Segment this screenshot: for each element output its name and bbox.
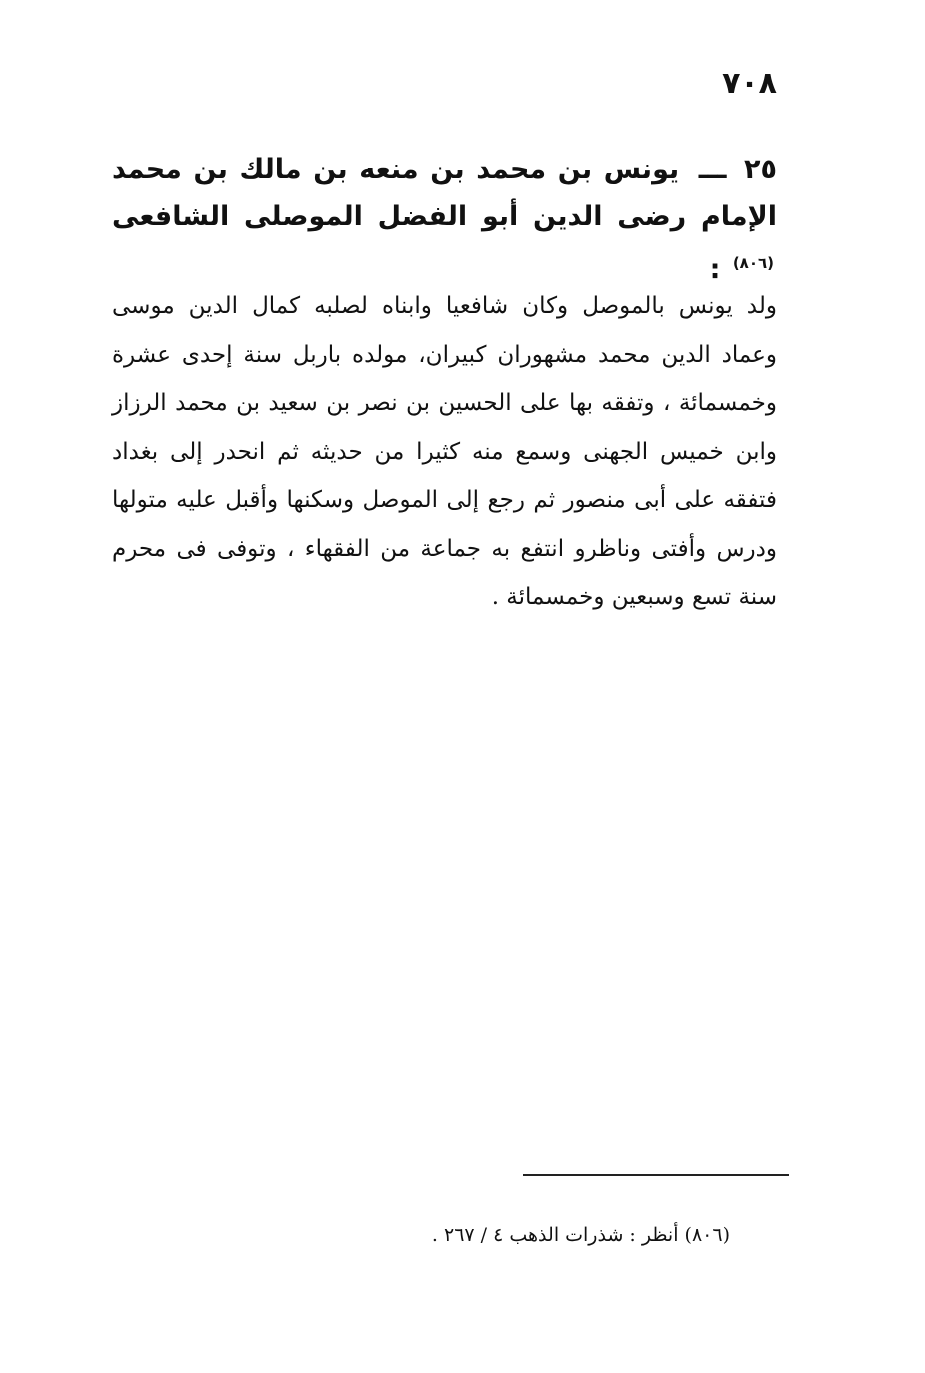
entry-heading-colon: :	[709, 254, 721, 285]
footnote-separator	[523, 1174, 789, 1176]
footnote-reference: (٨٠٦)	[732, 254, 774, 272]
entry-number: ٢٥	[744, 154, 778, 185]
page-number: ٧٠٨	[722, 66, 777, 101]
entry-heading	[112, 146, 777, 293]
footnote-text: (٨٠٦) أنظر : شذرات الذهب ٤ / ٢٦٧ .	[431, 1224, 730, 1246]
entry-heading-text: يونس بن محمد بن منعه بن مالك بن محمد الإمام رضى الدين أبو الفضل الموصلى الشافعى	[112, 154, 777, 232]
entry-body-paragraph: ولد يونس بالموصل وكان شافعيا وابناه لصلبه كمال الدين موسى وعماد الدين محمد مشهوران كبيران، مولده باربل سنة إحدى عشرة وخمسمائة ، وتفقه بها على الحسين بن نصر بن سعيد بن محمد الرزاز وابن خميس الجهنى وسمع منه كثيرا من حديثه ثم انحدر إلى بغداد فتفقه على أبى منصور ثم رجع إلى الموصل وسكنها وأقبل عليه متولها ودرس وأفتى وناظرو انتفع به جماعة من الفقهاء ، وتوفى فى محرم سنة تسع وسبعين وخمسمائة .	[112, 293, 777, 610]
entry-dash: ـــ	[698, 154, 727, 185]
